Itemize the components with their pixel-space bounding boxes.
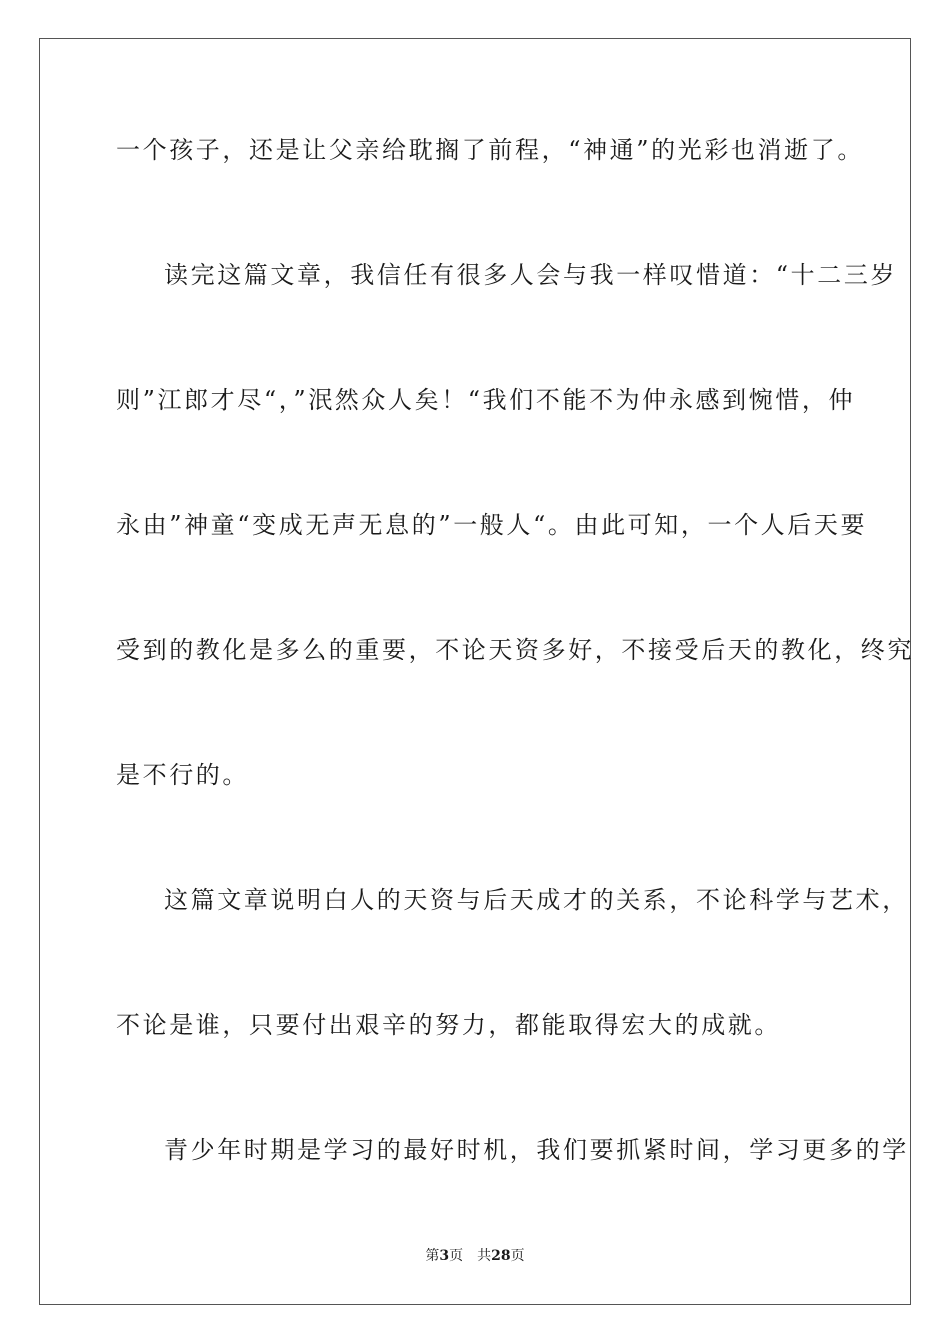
total-pages: 28 [491,1248,511,1264]
paragraph-line: 受到的教化是多么的重要，不论天资多好，不接受后天的教化，终究 [116,636,914,664]
paragraph-line: 不论是谁，只要付出艰辛的努力，都能取得宏大的成就。 [116,1011,781,1039]
page-border [39,38,914,1305]
paragraph-line: 是不行的。 [116,761,249,789]
total-suffix: 页 [510,1248,525,1264]
total-prefix: 共 [477,1248,492,1264]
paragraph-line: 则”江郎才尽“，”泯然众人矣！“我们不能不为仲永感到惋惜，仲 [116,386,856,414]
paragraph-line: 青少年时期是学习的最好时机，我们要抓紧时间，学习更多的学 [164,1136,909,1164]
paragraph-line: 一个孩子，还是让父亲给耽搁了前程，“神通”的光彩也消逝了。 [116,136,864,164]
page-footer [0,1247,950,1265]
paragraph-line: 读完这篇文章，我信任有很多人会与我一样叹惜道：“十二三岁 [164,261,898,289]
paragraph-line: 这篇文章说明白人的天资与后天成才的关系，不论科学与艺术， [164,886,909,914]
paragraph-line: 永由”神童“变成无声无息的”一般人“。由此可知，一个人后天要 [116,511,868,539]
page-prefix: 第 [425,1248,440,1264]
page-number: 3 [439,1248,450,1264]
page-suffix: 页 [449,1248,464,1264]
